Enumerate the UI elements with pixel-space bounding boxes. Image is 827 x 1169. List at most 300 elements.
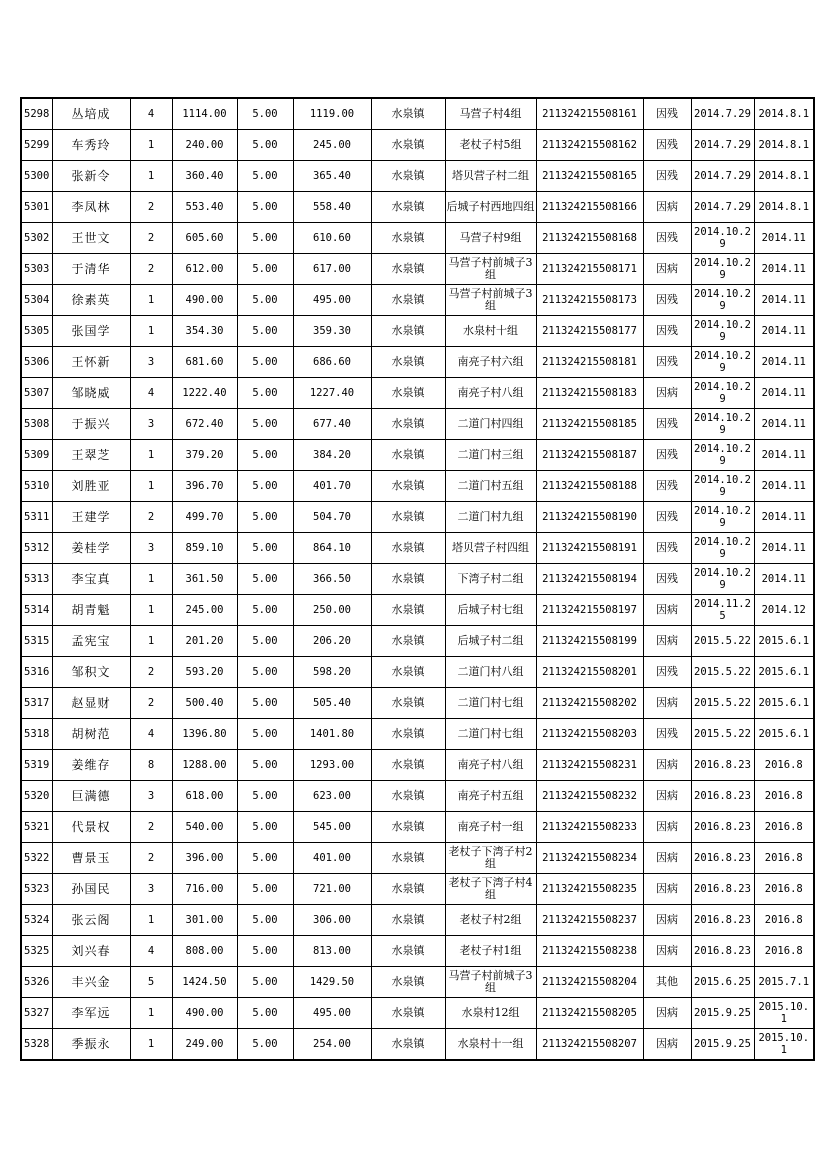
village-name-cell: 后城子村七组 [445, 595, 536, 626]
extra-amount-cell: 5.00 [237, 626, 293, 657]
start-date-cell: 2014.10.29 [691, 347, 754, 378]
household-size-cell: 2 [130, 688, 172, 719]
person-name-cell: 孟宪宝 [52, 626, 130, 657]
person-name-cell: 丛培成 [52, 98, 130, 130]
village-name-cell: 塔贝营子村四组 [445, 533, 536, 564]
person-name-cell: 邹晓威 [52, 378, 130, 409]
account-number-cell: 211324215508185 [536, 409, 643, 440]
account-number-cell: 211324215508190 [536, 502, 643, 533]
total-amount-cell: 254.00 [293, 1029, 371, 1061]
table-row [21, 564, 814, 595]
start-date-cell: 2014.7.29 [691, 98, 754, 130]
end-date-cell: 2015.6.1 [754, 626, 814, 657]
row-number-cell: 5298 [21, 98, 52, 130]
person-name-cell: 李宝真 [52, 564, 130, 595]
start-date-cell: 2014.10.29 [691, 440, 754, 471]
table-row [21, 254, 814, 285]
village-name-cell: 二道门村七组 [445, 688, 536, 719]
base-amount-cell: 1288.00 [172, 750, 237, 781]
village-name-cell: 马营子村4组 [445, 98, 536, 130]
household-size-cell: 4 [130, 719, 172, 750]
reason-cell: 因残 [643, 130, 691, 161]
row-number-cell: 5313 [21, 564, 52, 595]
end-date-cell: 2014.12 [754, 595, 814, 626]
row-number-cell: 5318 [21, 719, 52, 750]
start-date-cell: 2015.5.22 [691, 719, 754, 750]
person-name-cell: 张云阁 [52, 905, 130, 936]
town-name-cell: 水泉镇 [371, 657, 445, 688]
start-date-cell: 2015.5.22 [691, 626, 754, 657]
table-row [21, 502, 814, 533]
reason-cell: 因残 [643, 471, 691, 502]
account-number-cell: 211324215508173 [536, 285, 643, 316]
town-name-cell: 水泉镇 [371, 254, 445, 285]
town-name-cell: 水泉镇 [371, 688, 445, 719]
account-number-cell: 211324215508187 [536, 440, 643, 471]
base-amount-cell: 396.70 [172, 471, 237, 502]
end-date-cell: 2014.8.1 [754, 192, 814, 223]
person-name-cell: 李凤林 [52, 192, 130, 223]
end-date-cell: 2015.10.1 [754, 998, 814, 1029]
start-date-cell: 2014.10.29 [691, 378, 754, 409]
extra-amount-cell: 5.00 [237, 533, 293, 564]
extra-amount-cell: 5.00 [237, 347, 293, 378]
start-date-cell: 2015.9.25 [691, 1029, 754, 1061]
extra-amount-cell: 5.00 [237, 657, 293, 688]
end-date-cell: 2014.11 [754, 285, 814, 316]
extra-amount-cell: 5.00 [237, 812, 293, 843]
base-amount-cell: 672.40 [172, 409, 237, 440]
start-date-cell: 2016.8.23 [691, 905, 754, 936]
village-name-cell: 后城子村二组 [445, 626, 536, 657]
household-size-cell: 1 [130, 626, 172, 657]
total-amount-cell: 306.00 [293, 905, 371, 936]
account-number-cell: 211324215508168 [536, 223, 643, 254]
total-amount-cell: 401.70 [293, 471, 371, 502]
person-name-cell: 王翠芝 [52, 440, 130, 471]
row-number-cell: 5308 [21, 409, 52, 440]
total-amount-cell: 365.40 [293, 161, 371, 192]
town-name-cell: 水泉镇 [371, 98, 445, 130]
town-name-cell: 水泉镇 [371, 440, 445, 471]
extra-amount-cell: 5.00 [237, 595, 293, 626]
row-number-cell: 5305 [21, 316, 52, 347]
row-number-cell: 5319 [21, 750, 52, 781]
start-date-cell: 2015.5.22 [691, 688, 754, 719]
reason-cell: 因病 [643, 688, 691, 719]
extra-amount-cell: 5.00 [237, 874, 293, 905]
total-amount-cell: 495.00 [293, 285, 371, 316]
town-name-cell: 水泉镇 [371, 750, 445, 781]
account-number-cell: 211324215508204 [536, 967, 643, 998]
account-number-cell: 211324215508203 [536, 719, 643, 750]
row-number-cell: 5300 [21, 161, 52, 192]
town-name-cell: 水泉镇 [371, 905, 445, 936]
household-size-cell: 1 [130, 161, 172, 192]
reason-cell: 因病 [643, 812, 691, 843]
table-row [21, 781, 814, 812]
base-amount-cell: 301.00 [172, 905, 237, 936]
row-number-cell: 5306 [21, 347, 52, 378]
row-number-cell: 5317 [21, 688, 52, 719]
base-amount-cell: 618.00 [172, 781, 237, 812]
town-name-cell: 水泉镇 [371, 378, 445, 409]
extra-amount-cell: 5.00 [237, 98, 293, 130]
table-row [21, 316, 814, 347]
base-amount-cell: 859.10 [172, 533, 237, 564]
end-date-cell: 2015.6.1 [754, 719, 814, 750]
village-name-cell: 老杖子下湾子村2组 [445, 843, 536, 874]
account-number-cell: 211324215508171 [536, 254, 643, 285]
table-row [21, 409, 814, 440]
extra-amount-cell: 5.00 [237, 285, 293, 316]
person-name-cell: 王怀新 [52, 347, 130, 378]
base-amount-cell: 396.00 [172, 843, 237, 874]
town-name-cell: 水泉镇 [371, 316, 445, 347]
base-amount-cell: 605.60 [172, 223, 237, 254]
table-row [21, 998, 814, 1029]
start-date-cell: 2014.10.29 [691, 471, 754, 502]
table-row [21, 378, 814, 409]
extra-amount-cell: 5.00 [237, 440, 293, 471]
total-amount-cell: 1293.00 [293, 750, 371, 781]
reason-cell: 因病 [643, 626, 691, 657]
household-size-cell: 2 [130, 502, 172, 533]
town-name-cell: 水泉镇 [371, 1029, 445, 1061]
person-name-cell: 于振兴 [52, 409, 130, 440]
start-date-cell: 2016.8.23 [691, 874, 754, 905]
end-date-cell: 2014.8.1 [754, 130, 814, 161]
reason-cell: 因残 [643, 347, 691, 378]
town-name-cell: 水泉镇 [371, 285, 445, 316]
village-name-cell: 二道门村八组 [445, 657, 536, 688]
end-date-cell: 2014.11 [754, 254, 814, 285]
village-name-cell: 南亮子村八组 [445, 750, 536, 781]
person-name-cell: 胡青魁 [52, 595, 130, 626]
table-row [21, 192, 814, 223]
total-amount-cell: 610.60 [293, 223, 371, 254]
person-name-cell: 曹景玉 [52, 843, 130, 874]
reason-cell: 因病 [643, 874, 691, 905]
table-row [21, 440, 814, 471]
base-amount-cell: 553.40 [172, 192, 237, 223]
end-date-cell: 2014.11 [754, 533, 814, 564]
reason-cell: 其他 [643, 967, 691, 998]
table-row [21, 905, 814, 936]
household-size-cell: 3 [130, 781, 172, 812]
total-amount-cell: 401.00 [293, 843, 371, 874]
reason-cell: 因残 [643, 98, 691, 130]
household-size-cell: 5 [130, 967, 172, 998]
person-name-cell: 王世文 [52, 223, 130, 254]
account-number-cell: 211324215508234 [536, 843, 643, 874]
village-name-cell: 二道门村三组 [445, 440, 536, 471]
reason-cell: 因病 [643, 998, 691, 1029]
total-amount-cell: 686.60 [293, 347, 371, 378]
household-size-cell: 1 [130, 440, 172, 471]
end-date-cell: 2014.8.1 [754, 98, 814, 130]
account-number-cell: 211324215508188 [536, 471, 643, 502]
extra-amount-cell: 5.00 [237, 502, 293, 533]
account-number-cell: 211324215508177 [536, 316, 643, 347]
household-size-cell: 2 [130, 192, 172, 223]
village-name-cell: 水泉村十一组 [445, 1029, 536, 1061]
total-amount-cell: 617.00 [293, 254, 371, 285]
row-number-cell: 5299 [21, 130, 52, 161]
table-row [21, 843, 814, 874]
extra-amount-cell: 5.00 [237, 936, 293, 967]
base-amount-cell: 808.00 [172, 936, 237, 967]
extra-amount-cell: 5.00 [237, 192, 293, 223]
town-name-cell: 水泉镇 [371, 130, 445, 161]
base-amount-cell: 360.40 [172, 161, 237, 192]
start-date-cell: 2014.11.25 [691, 595, 754, 626]
extra-amount-cell: 5.00 [237, 998, 293, 1029]
town-name-cell: 水泉镇 [371, 967, 445, 998]
account-number-cell: 211324215508199 [536, 626, 643, 657]
reason-cell: 因残 [643, 440, 691, 471]
base-amount-cell: 593.20 [172, 657, 237, 688]
person-name-cell: 于清华 [52, 254, 130, 285]
total-amount-cell: 1227.40 [293, 378, 371, 409]
base-amount-cell: 1396.80 [172, 719, 237, 750]
reason-cell: 因病 [643, 905, 691, 936]
base-amount-cell: 201.20 [172, 626, 237, 657]
person-name-cell: 李军远 [52, 998, 130, 1029]
total-amount-cell: 721.00 [293, 874, 371, 905]
extra-amount-cell: 5.00 [237, 843, 293, 874]
reason-cell: 因残 [643, 223, 691, 254]
start-date-cell: 2016.8.23 [691, 812, 754, 843]
base-amount-cell: 245.00 [172, 595, 237, 626]
person-name-cell: 刘胜亚 [52, 471, 130, 502]
household-size-cell: 1 [130, 564, 172, 595]
end-date-cell: 2015.7.1 [754, 967, 814, 998]
town-name-cell: 水泉镇 [371, 223, 445, 254]
end-date-cell: 2015.6.1 [754, 688, 814, 719]
base-amount-cell: 612.00 [172, 254, 237, 285]
household-size-cell: 4 [130, 378, 172, 409]
town-name-cell: 水泉镇 [371, 502, 445, 533]
row-number-cell: 5321 [21, 812, 52, 843]
start-date-cell: 2014.10.29 [691, 285, 754, 316]
table-row [21, 750, 814, 781]
table-row [21, 595, 814, 626]
base-amount-cell: 490.00 [172, 998, 237, 1029]
end-date-cell: 2016.8 [754, 936, 814, 967]
person-name-cell: 季振永 [52, 1029, 130, 1061]
village-name-cell: 老杖子村1组 [445, 936, 536, 967]
row-number-cell: 5301 [21, 192, 52, 223]
total-amount-cell: 250.00 [293, 595, 371, 626]
person-name-cell: 赵显财 [52, 688, 130, 719]
table-row [21, 874, 814, 905]
reason-cell: 因残 [643, 564, 691, 595]
row-number-cell: 5322 [21, 843, 52, 874]
person-name-cell: 刘兴春 [52, 936, 130, 967]
start-date-cell: 2014.7.29 [691, 130, 754, 161]
start-date-cell: 2015.9.25 [691, 998, 754, 1029]
end-date-cell: 2014.11 [754, 502, 814, 533]
base-amount-cell: 379.20 [172, 440, 237, 471]
account-number-cell: 211324215508205 [536, 998, 643, 1029]
extra-amount-cell: 5.00 [237, 1029, 293, 1061]
table-row [21, 626, 814, 657]
village-name-cell: 马营子村前城子3组 [445, 285, 536, 316]
table-row [21, 719, 814, 750]
records-table [20, 97, 815, 1061]
account-number-cell: 211324215508161 [536, 98, 643, 130]
account-number-cell: 211324215508197 [536, 595, 643, 626]
base-amount-cell: 500.40 [172, 688, 237, 719]
total-amount-cell: 545.00 [293, 812, 371, 843]
reason-cell: 因残 [643, 161, 691, 192]
extra-amount-cell: 5.00 [237, 781, 293, 812]
household-size-cell: 1 [130, 285, 172, 316]
account-number-cell: 211324215508183 [536, 378, 643, 409]
extra-amount-cell: 5.00 [237, 471, 293, 502]
start-date-cell: 2014.10.29 [691, 409, 754, 440]
base-amount-cell: 716.00 [172, 874, 237, 905]
account-number-cell: 211324215508235 [536, 874, 643, 905]
row-number-cell: 5327 [21, 998, 52, 1029]
extra-amount-cell: 5.00 [237, 688, 293, 719]
table-row [21, 688, 814, 719]
household-size-cell: 3 [130, 347, 172, 378]
town-name-cell: 水泉镇 [371, 998, 445, 1029]
extra-amount-cell: 5.00 [237, 564, 293, 595]
extra-amount-cell: 5.00 [237, 967, 293, 998]
account-number-cell: 211324215508194 [536, 564, 643, 595]
village-name-cell: 二道门村四组 [445, 409, 536, 440]
reason-cell: 因病 [643, 378, 691, 409]
start-date-cell: 2016.8.23 [691, 843, 754, 874]
person-name-cell: 张国学 [52, 316, 130, 347]
account-number-cell: 211324215508238 [536, 936, 643, 967]
table-row [21, 98, 814, 130]
end-date-cell: 2014.8.1 [754, 161, 814, 192]
total-amount-cell: 384.20 [293, 440, 371, 471]
reason-cell: 因残 [643, 285, 691, 316]
start-date-cell: 2014.10.29 [691, 316, 754, 347]
account-number-cell: 211324215508191 [536, 533, 643, 564]
start-date-cell: 2015.6.25 [691, 967, 754, 998]
row-number-cell: 5325 [21, 936, 52, 967]
table-row [21, 130, 814, 161]
total-amount-cell: 598.20 [293, 657, 371, 688]
base-amount-cell: 361.50 [172, 564, 237, 595]
household-size-cell: 3 [130, 533, 172, 564]
row-number-cell: 5303 [21, 254, 52, 285]
row-number-cell: 5312 [21, 533, 52, 564]
total-amount-cell: 359.30 [293, 316, 371, 347]
account-number-cell: 211324215508231 [536, 750, 643, 781]
household-size-cell: 8 [130, 750, 172, 781]
person-name-cell: 徐素英 [52, 285, 130, 316]
person-name-cell: 车秀玲 [52, 130, 130, 161]
end-date-cell: 2014.11 [754, 223, 814, 254]
person-name-cell: 代景权 [52, 812, 130, 843]
household-size-cell: 2 [130, 657, 172, 688]
village-name-cell: 马营子村前城子3组 [445, 254, 536, 285]
start-date-cell: 2016.8.23 [691, 750, 754, 781]
row-number-cell: 5314 [21, 595, 52, 626]
extra-amount-cell: 5.00 [237, 316, 293, 347]
household-size-cell: 1 [130, 130, 172, 161]
account-number-cell: 211324215508162 [536, 130, 643, 161]
household-size-cell: 3 [130, 409, 172, 440]
extra-amount-cell: 5.00 [237, 719, 293, 750]
end-date-cell: 2014.11 [754, 316, 814, 347]
reason-cell: 因残 [643, 409, 691, 440]
village-name-cell: 下湾子村二组 [445, 564, 536, 595]
extra-amount-cell: 5.00 [237, 130, 293, 161]
village-name-cell: 南亮子村八组 [445, 378, 536, 409]
person-name-cell: 巨满德 [52, 781, 130, 812]
start-date-cell: 2014.10.29 [691, 254, 754, 285]
end-date-cell: 2015.6.1 [754, 657, 814, 688]
person-name-cell: 孙国民 [52, 874, 130, 905]
base-amount-cell: 540.00 [172, 812, 237, 843]
village-name-cell: 二道门村五组 [445, 471, 536, 502]
end-date-cell: 2016.8 [754, 812, 814, 843]
household-size-cell: 1 [130, 905, 172, 936]
extra-amount-cell: 5.00 [237, 905, 293, 936]
table-row [21, 657, 814, 688]
end-date-cell: 2016.8 [754, 905, 814, 936]
village-name-cell: 老杖子村2组 [445, 905, 536, 936]
village-name-cell: 南亮子村六组 [445, 347, 536, 378]
town-name-cell: 水泉镇 [371, 843, 445, 874]
row-number-cell: 5324 [21, 905, 52, 936]
village-name-cell: 南亮子村一组 [445, 812, 536, 843]
town-name-cell: 水泉镇 [371, 192, 445, 223]
reason-cell: 因残 [643, 719, 691, 750]
base-amount-cell: 1222.40 [172, 378, 237, 409]
account-number-cell: 211324215508202 [536, 688, 643, 719]
account-number-cell: 211324215508201 [536, 657, 643, 688]
town-name-cell: 水泉镇 [371, 812, 445, 843]
town-name-cell: 水泉镇 [371, 409, 445, 440]
village-name-cell: 后城子村西地四组 [445, 192, 536, 223]
total-amount-cell: 366.50 [293, 564, 371, 595]
row-number-cell: 5302 [21, 223, 52, 254]
end-date-cell: 2014.11 [754, 409, 814, 440]
account-number-cell: 211324215508233 [536, 812, 643, 843]
village-name-cell: 水泉村十组 [445, 316, 536, 347]
row-number-cell: 5310 [21, 471, 52, 502]
village-name-cell: 二道门村七组 [445, 719, 536, 750]
household-size-cell: 1 [130, 595, 172, 626]
table-row [21, 936, 814, 967]
town-name-cell: 水泉镇 [371, 533, 445, 564]
end-date-cell: 2014.11 [754, 378, 814, 409]
extra-amount-cell: 5.00 [237, 254, 293, 285]
village-name-cell: 二道门村九组 [445, 502, 536, 533]
town-name-cell: 水泉镇 [371, 564, 445, 595]
row-number-cell: 5307 [21, 378, 52, 409]
household-size-cell: 4 [130, 936, 172, 967]
town-name-cell: 水泉镇 [371, 471, 445, 502]
base-amount-cell: 681.60 [172, 347, 237, 378]
row-number-cell: 5323 [21, 874, 52, 905]
household-size-cell: 2 [130, 843, 172, 874]
table-row [21, 223, 814, 254]
reason-cell: 因病 [643, 843, 691, 874]
reason-cell: 因残 [643, 533, 691, 564]
reason-cell: 因病 [643, 1029, 691, 1061]
reason-cell: 因病 [643, 781, 691, 812]
